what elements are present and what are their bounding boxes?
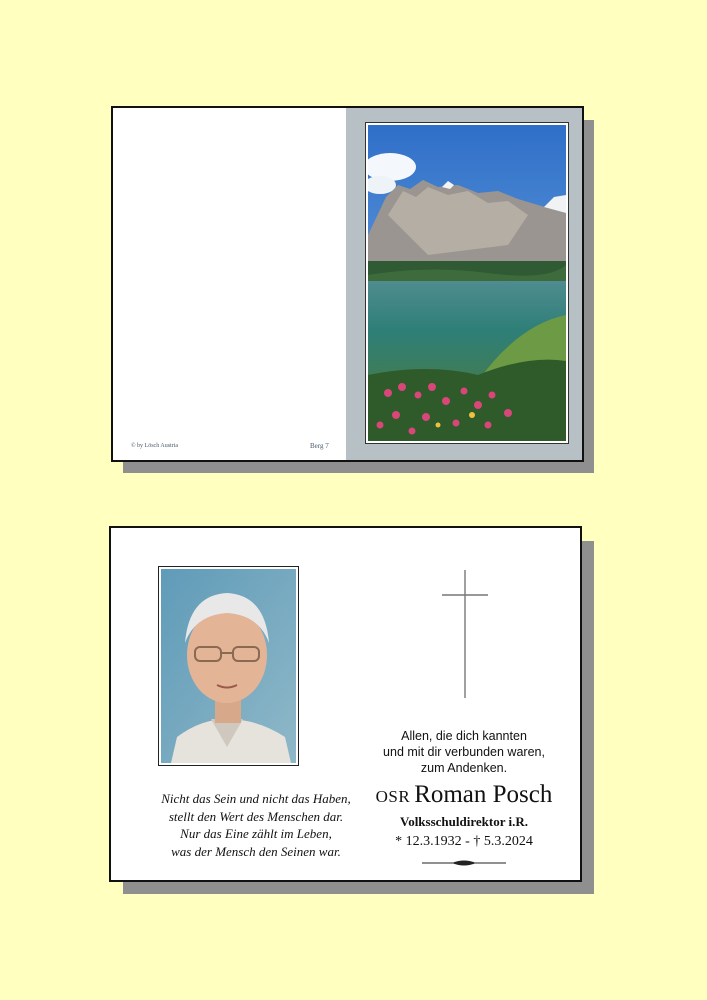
ornament-divider-icon (422, 858, 506, 868)
quote-line: stellt den Wert des Menschen dar. (168, 808, 344, 824)
dedication-text (354, 728, 574, 776)
name-main: Roman Posch (414, 781, 553, 808)
cross-icon (441, 568, 489, 700)
mountain-lake-image (368, 125, 566, 441)
dedication-line: Allen, die dich kannten (401, 729, 527, 743)
card-inside (109, 526, 582, 882)
deceased-name (344, 781, 584, 809)
quote-line: Nicht das Sein und nicht das Haben, (161, 791, 351, 806)
dedication-line: und mit dir verbunden waren, (383, 745, 545, 759)
life-dates: * 12.3.1932 - † 5.3.2024 (395, 834, 533, 849)
dedication-line: zum Andenken. (420, 761, 508, 775)
card-front (111, 106, 584, 462)
quote-line: Nur das Eine zählt im Leben, (180, 826, 332, 841)
design-code: Berg 7 (310, 442, 329, 450)
deceased-title: Volksschuldirektor i.R. (400, 814, 528, 829)
quote-line: was der Mensch den Seinen war. (171, 843, 341, 859)
portrait-photo (161, 569, 296, 763)
landscape-photo-frame (365, 122, 569, 444)
name-prefix: OSR (375, 787, 411, 806)
portrait-frame (158, 566, 299, 766)
copyright-text: © by Lösch Austria (131, 443, 179, 449)
